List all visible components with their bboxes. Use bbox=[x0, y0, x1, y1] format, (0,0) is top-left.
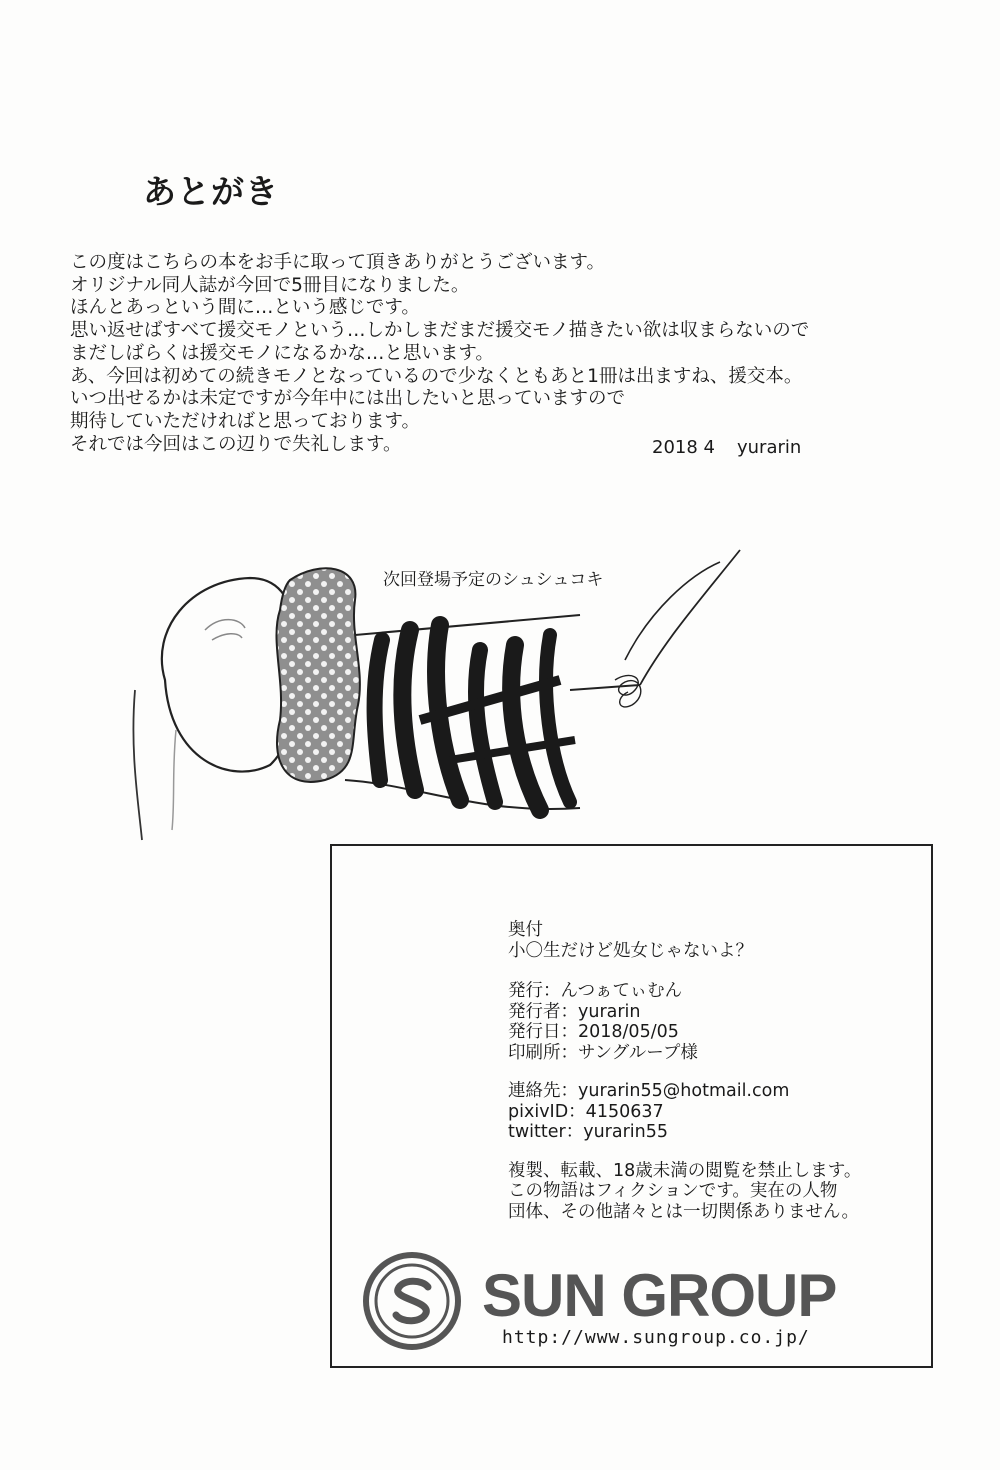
afterword-line: いつ出せるかは未定ですが今年中には出したいと思っていますので bbox=[70, 388, 626, 410]
colophon-heading: 奥付 bbox=[508, 920, 543, 940]
signature bbox=[652, 437, 823, 458]
afterword-line: まだしばらくは援交モノになるかな…と思います。 bbox=[70, 342, 494, 364]
colophon-text bbox=[508, 920, 861, 1222]
afterword-title: あとがき bbox=[143, 172, 279, 211]
logo-name: SUN GROUP bbox=[482, 1262, 837, 1329]
colophon-notice-line: 複製、転載、18歳未満の閲覧を禁止します。 bbox=[508, 1160, 862, 1181]
afterword-line: この度はこちらの本をお手に取って頂きありがとうございます。 bbox=[70, 252, 606, 273]
colophon-issuer: 発行者：yurarin bbox=[508, 1001, 641, 1022]
colophon-printer: 印刷所：サングループ様 bbox=[508, 1042, 698, 1063]
afterword-line: 思い返せばすべて援交モノという…しかしまだまだ援交モノ描きたい欲は収まらないので bbox=[70, 320, 810, 342]
colophon-box bbox=[330, 844, 933, 1368]
sun-group-logo bbox=[362, 1251, 922, 1361]
afterword-line: 期待していただければと思っております。 bbox=[70, 410, 421, 432]
afterword-body bbox=[70, 252, 950, 456]
colophon-notice-line: この物語はフィクションです。実在の人物 bbox=[508, 1181, 838, 1201]
afterword-line: オリジナル同人誌が今回で5冊目になりました。 bbox=[70, 274, 470, 296]
scrunchie-illustration bbox=[120, 540, 760, 880]
illustration-caption: 次回登場予定のシュシュコキ bbox=[383, 570, 604, 590]
colophon-book-title: 小〇生だけど処女じゃないよ？ bbox=[508, 940, 753, 961]
colophon-twitter: twitter：yurarin55 bbox=[508, 1122, 669, 1142]
signature-name: yurarin bbox=[736, 437, 802, 458]
sun-group-logo-icon bbox=[362, 1251, 462, 1351]
colophon-publisher: 発行：んつぁてぃむん bbox=[508, 981, 683, 1001]
logo-url: http://www.sungroup.co.jp/ bbox=[502, 1327, 810, 1348]
colophon-notice-line: 団体、その他諸々とは一切関係ありません。 bbox=[508, 1201, 860, 1222]
afterword-line: それでは今回はこの辺りで失礼します。 bbox=[70, 433, 402, 455]
afterword-line: ほんとあっという間に…という感じです。 bbox=[70, 297, 420, 319]
signature-date: 2018 4 bbox=[652, 437, 715, 458]
colophon-pixiv: pixivID：4150637 bbox=[508, 1101, 664, 1122]
afterword-line: あ、今回は初めての続きモノとなっているので少なくともあと1冊は出ますね、援交本。 bbox=[70, 365, 803, 387]
colophon-contact: 連絡先：yurarin55@hotmail.com bbox=[508, 1081, 790, 1101]
colophon-issue-date: 発行日：2018/05/05 bbox=[508, 1022, 679, 1042]
